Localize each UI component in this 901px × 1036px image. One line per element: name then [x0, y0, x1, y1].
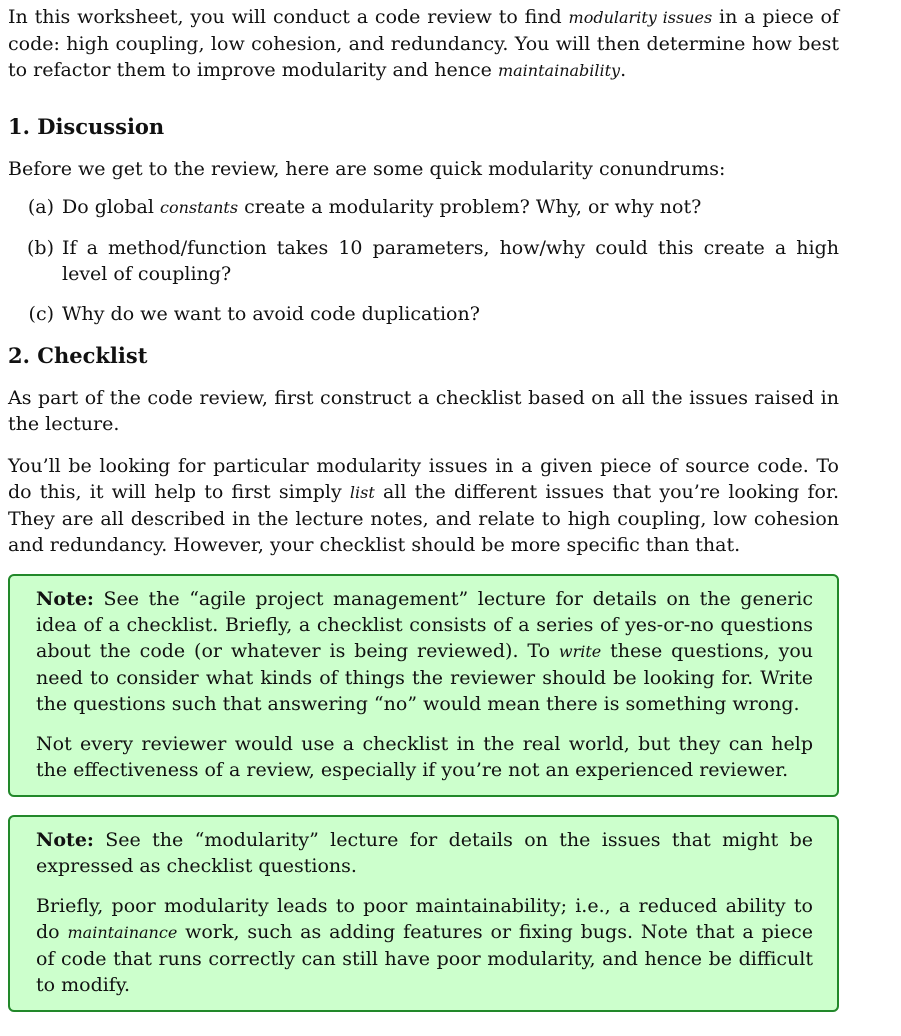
discussion-lead: Before we get to the review, here are some quick modularity conundrums:: [8, 158, 726, 180]
note-label: Note:: [36, 588, 94, 610]
intro-text-1: In this worksheet, you will conduct a code review to find: [8, 6, 569, 28]
note-paragraph: Note: See the “agile project management” lecture for details on the generic idea of a checklist. Briefly, a checklist consists of a series of yes-or-no questions about the code (or whatever is being reviewed). To write these questions, you need to consider what kinds of things the reviewer should be looking for. Write the questions such that answering “no” would mean there is something wrong.: [36, 588, 814, 715]
note-label: Note:: [36, 829, 94, 851]
emphasis-constants: constants: [160, 198, 239, 217]
intro-emphasis-maintainability: maintainability: [497, 61, 621, 80]
list-item-label: (a): [27, 196, 54, 218]
list-item-text: Do global constants create a modularity problem? Why, or why not?: [62, 196, 702, 218]
list-item-label: (c): [28, 303, 54, 325]
checklist-paragraph-1: As part of the code review, first construct a checklist based on all the issues raised in the lecture.: [8, 387, 839, 435]
note-box-checklist: [8, 574, 839, 797]
intro-paragraph: [8, 4, 839, 84]
note-box-modularity: [8, 815, 839, 1012]
note-paragraph: Note: See the “modularity” lecture for details on the issues that might be expressed as checklist questions.: [36, 829, 813, 877]
checklist-heading: 2. Checklist: [8, 343, 148, 368]
list-item-text: Why do we want to avoid code duplication?: [62, 303, 480, 325]
list-item-label: (b): [27, 237, 54, 259]
intro-text-3: .: [620, 59, 627, 81]
list-item: [8, 194, 839, 221]
discussion-list: [8, 194, 839, 327]
list-item-text: If a method/function takes 10 parameters, how/why could this create a high level of coupling?: [62, 237, 839, 285]
list-item: [8, 301, 839, 327]
emphasis-maintainance: maintainance: [67, 923, 178, 942]
note-paragraph: Briefly, poor modularity leads to poor maintainability; i.e., a reduced ability to do maintainance work, such as adding features or fixing bugs. Note that a piece of code that runs correctly can still have poor modularity, and hence be difficult to modify.: [36, 895, 813, 996]
discussion-heading: 1. Discussion: [8, 114, 165, 139]
intro-emphasis-modularity: modularity issues: [568, 8, 713, 27]
emphasis-write: write: [558, 642, 602, 661]
emphasis-list: list: [349, 483, 375, 502]
intro-text-2: in a piece of code: high coupling, low cohesion, and redundancy. You will then determine how best to refactor them to improve modularity and hence: [8, 6, 840, 81]
list-item: [8, 235, 839, 287]
checklist-paragraph-2: You’ll be looking for particular modularity issues in a given piece of source code. To do this, it will help to first simply list all the different issues that you’re looking for. They are all described in the lecture notes, and relate to high coupling, low cohesion and redundancy. However, your checklist should be more specific than that.: [8, 455, 839, 556]
note-paragraph: Not every reviewer would use a checklist in the real world, but they can help the effectiveness of a review, especially if you’re not an experienced reviewer.: [36, 733, 813, 781]
